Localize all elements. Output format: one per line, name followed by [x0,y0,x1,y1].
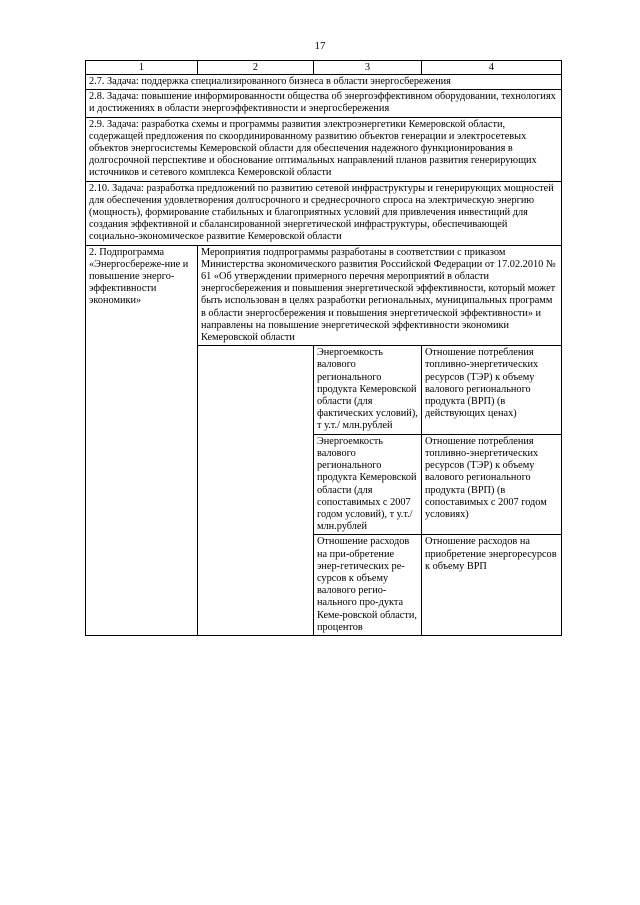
indicator-method: Отношение потребления топливно-энергетических ресурсов (ТЭР) к объему валового регионального продукта (ВРП) (в сопоставимых с 2007 годом условиях) [422,434,562,535]
task-row [86,90,562,117]
task-2-10: 2.10. Задача: разработка предложений по развитию сетевой инфраструктуры и генерирующих мощностей для обеспечения удовлетворения долгосрочного и среднесрочного спроса на электрическую энергию (мощность), формирование стабильных и благоприятных условий для привлечения инвестиций для создания эффективной и сбалансированной энергетической инфраструктуры, обеспечивающей социально-экономическое развитие Кемеровской области [86,181,562,245]
indicator-method: Отношение потребления топливно-энергетических ресурсов (ТЭР) к объему валового регионального продукта (ВРП) (в действующих ценах) [422,346,562,434]
task-2-9: 2.9. Задача: разработка схемы и программы развития электроэнергетики Кемеровской области, содержащей предложения по скоординированному развитию объектов генерации и электросетевых объектов энергосистемы Кемеровской области для обеспечения надежного функционирования в долгосрочной перспективе и обоснование оптимальных направлений планов развития генерирующих источников и сетевого комплекса Кемеровской области [86,117,562,181]
indicator-method: Отношение расходов на приобретение энергоресурсов к объему ВРП [422,535,562,636]
task-2-7: 2.7. Задача: поддержка специализированного бизнеса в области энергосбережения [86,75,562,90]
indicator-name: Энергоемкость валового регионального продукта Кемеровской области (для сопоставимых с 2007 годом условий), т у.т./ млн.рублей [314,434,422,535]
task-row [86,75,562,90]
subprogram-description: Мероприятия подпрограммы разработаны в соответствии с приказом Министерства экономического развития Российской Федерации от 17.02.2010 № 61 «Об утверждении примерного перечня мероприятий в области энергосбережения и повышения энергетической эффективности, который может быть использован в целях разработки региональных, муниципальных программ в области энергосбережения и повышения энергетической эффективности» и направлены на повышение энергетической эффективности экономики Кемеровской области [198,245,562,346]
empty-cell [198,346,314,636]
column-header-1: 1 [86,61,198,75]
page-number: 17 [314,40,326,52]
indicator-name: Энергоемкость валового регионального продукта Кемеровской области (для фактических условий), т у.т./ млн.рублей [314,346,422,434]
column-header-4: 4 [422,61,562,75]
column-header-3: 3 [314,61,422,75]
task-row [86,117,562,181]
column-header-2: 2 [198,61,314,75]
task-row [86,181,562,245]
subprogram-row [86,245,562,346]
table-header-row [86,61,562,75]
program-table [85,60,562,636]
subprogram-title: 2. Подпрограмма «Энергосбереже-ние и повышение энерго-эффективности экономики» [86,245,198,635]
indicator-name: Отношение расходов на при-обретение энер-гетических ре-сурсов к объему валового регио-нального про-дукта Кеме-ровской области, процентов [314,535,422,636]
task-2-8: 2.8. Задача: повышение информированности общества об энергоэффективном оборудовании, технологиях и достижениях в области энергоэффективности и энергосбережения [86,90,562,117]
